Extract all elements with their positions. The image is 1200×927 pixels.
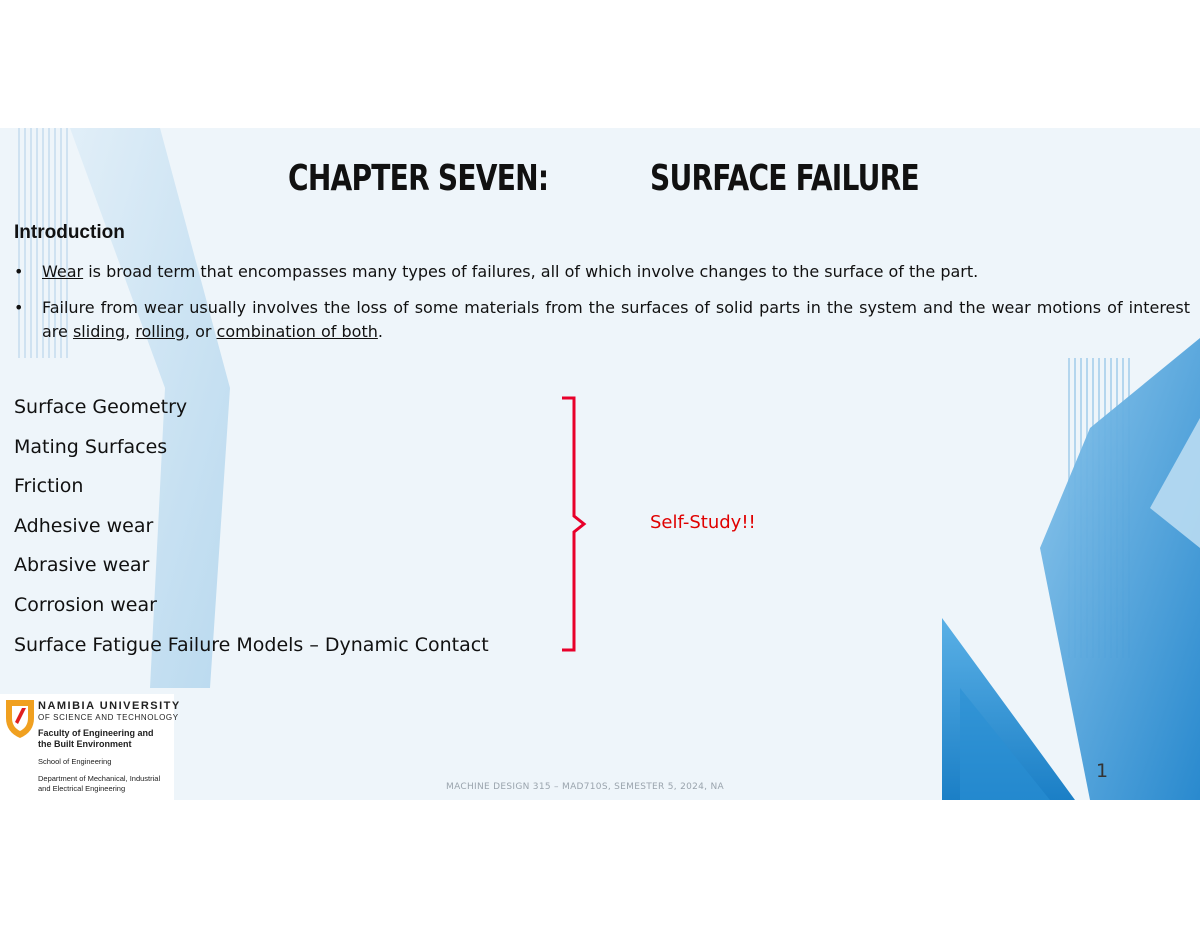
faculty-line-1: Faculty of Engineering and [38,728,154,738]
topic-item: Mating Surfaces [14,435,168,458]
bullet-item [14,296,1190,344]
shield-icon [2,696,38,740]
bullet-dot: • [14,262,24,281]
intro-heading: Introduction [14,222,125,243]
page-number: 1 [1096,760,1109,782]
term-rolling: rolling [135,322,185,341]
bullet-text: is broad term that encompasses many types of failures, all of which involve changes to the surface of the part. [83,262,979,281]
chapter-subject: SURFACE FAILURE [650,158,919,199]
bullet-text: Failure from wear usually involves the loss of some materials from the surfaces of solid parts in the system and the wear motions of interest are [42,298,1190,341]
bullet-item [14,260,1190,284]
department-line-2: and Electrical Engineering [38,784,126,793]
separator: , [125,322,136,341]
term-combination: combination of both [216,322,378,341]
topic-item: Abrasive wear [14,554,150,577]
term-sliding: sliding [72,322,126,341]
self-study-note: Self-Study!! [650,512,756,533]
logo-name: NAMIBIA UNIVERSITY [38,700,181,712]
faculty-line-2: the Built Environment [38,739,132,749]
department-line-1: Department of Mechanical, Industrial [38,774,161,783]
slide [0,128,1200,800]
footer-text: MACHINE DESIGN 315 – MAD710S, SEMESTER 5, 2024, NA [446,782,724,792]
school-name: School of Engineering [38,757,112,766]
topic-item: Corrosion wear [14,593,157,616]
logo-subname: OF SCIENCE AND TECHNOLOGY [38,713,179,722]
topic-item: Surface Geometry [14,396,188,418]
topic-list [14,394,489,671]
red-bracket [562,398,584,650]
topic-item: Adhesive wear [14,514,154,537]
topic-item: Surface Fatigue Failure Models – Dynamic Contact [14,633,489,656]
chapter-title: CHAPTER SEVEN: [288,158,549,199]
separator: , or [184,322,217,341]
university-logo [0,694,181,800]
bullet-dot: • [14,298,24,317]
term-wear: Wear [42,262,84,281]
bullet-end: . [377,322,383,341]
topic-item: Friction [14,475,84,498]
